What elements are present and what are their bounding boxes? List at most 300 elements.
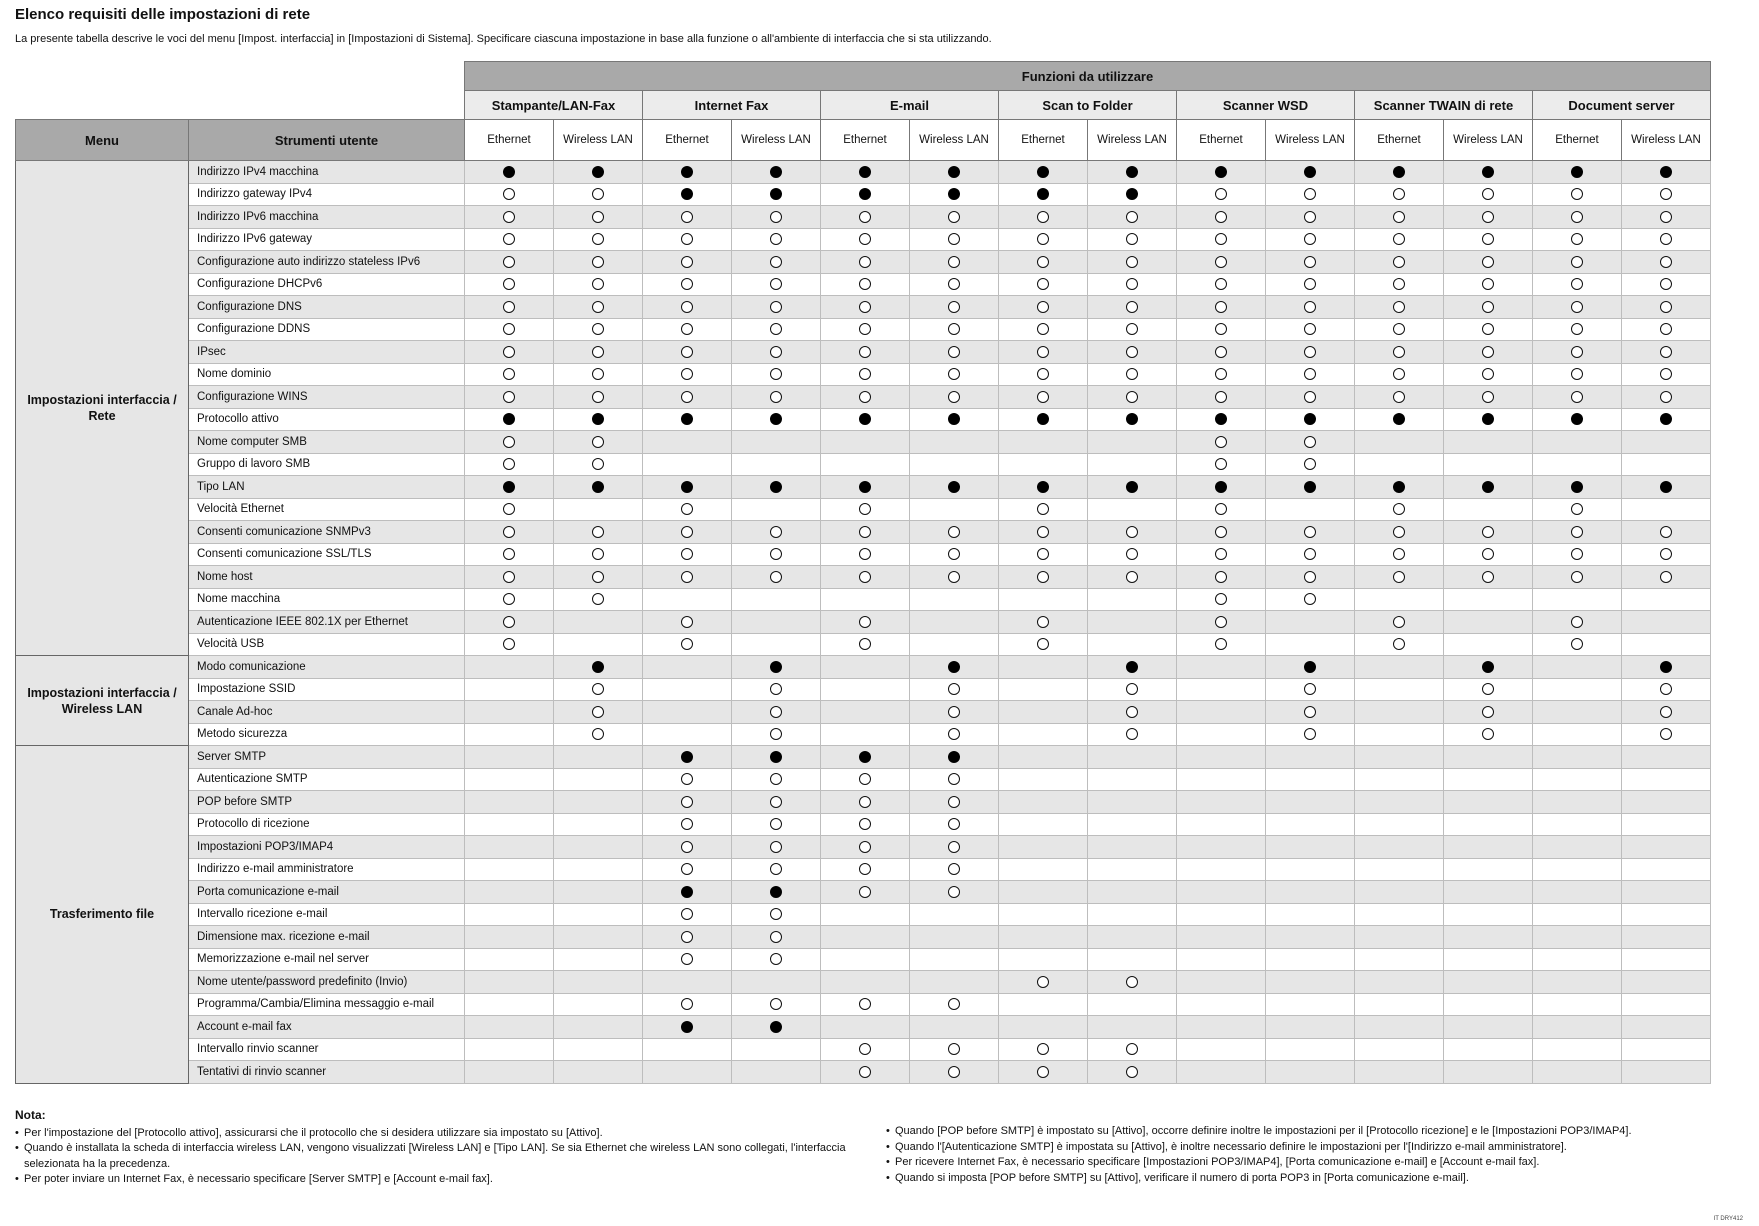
requirement-cell [465,881,554,904]
optional-circle-icon [1126,706,1138,718]
requirement-cell [1355,1016,1444,1039]
optional-circle-icon [503,256,515,268]
requirement-cell [1355,791,1444,814]
optional-circle-icon [948,233,960,245]
required-dot-icon [1393,166,1405,178]
requirement-cell [999,948,1088,971]
requirement-cell [465,971,554,994]
requirement-cell [1444,768,1533,791]
optional-circle-icon [1037,233,1049,245]
requirement-cell [643,408,732,431]
optional-circle-icon [1304,256,1316,268]
optional-circle-icon [681,323,693,335]
requirement-cell [1444,521,1533,544]
requirement-cell [465,836,554,859]
requirement-cell [643,1061,732,1084]
requirement-cell [554,341,643,364]
requirement-cell [821,386,910,409]
requirement-cell [1533,881,1622,904]
requirement-cell [1444,993,1533,1016]
optional-circle-icon [948,998,960,1010]
requirement-cell [643,363,732,386]
requirement-cell [1622,251,1711,274]
optional-circle-icon [859,638,871,650]
requirement-cell [1266,1061,1355,1084]
requirement-cell [465,408,554,431]
requirement-cell [1355,273,1444,296]
table-row [16,543,1711,566]
user-tool-label: Nome dominio [189,363,465,386]
optional-circle-icon [948,278,960,290]
required-dot-icon [1037,481,1049,493]
required-dot-icon [1037,413,1049,425]
required-dot-icon [1126,188,1138,200]
requirement-cell [732,183,821,206]
requirement-cell [465,948,554,971]
user-tool-label: Metodo sicurezza [189,723,465,746]
optional-circle-icon [770,211,782,223]
optional-circle-icon [592,256,604,268]
optional-circle-icon [1660,346,1672,358]
required-dot-icon [859,751,871,763]
requirement-cell [554,588,643,611]
optional-circle-icon [1126,391,1138,403]
requirement-cell [1088,498,1177,521]
requirement-cell [643,678,732,701]
required-dot-icon [503,413,515,425]
requirement-cell [1444,656,1533,679]
requirement-cell [821,453,910,476]
requirement-cell [910,521,999,544]
requirement-cell [1088,678,1177,701]
optional-circle-icon [1393,188,1405,200]
requirement-cell [1355,498,1444,521]
required-dot-icon [948,481,960,493]
requirement-cell [643,498,732,521]
requirement-cell [554,971,643,994]
requirement-cell [1355,453,1444,476]
requirement-cell [1266,1016,1355,1039]
requirement-cell [643,543,732,566]
optional-circle-icon [770,391,782,403]
requirement-cell [465,476,554,499]
optional-circle-icon [1393,346,1405,358]
requirement-cell [465,656,554,679]
function-header: Scanner WSD [1177,91,1355,120]
requirement-cell [1622,386,1711,409]
requirement-cell [1266,903,1355,926]
optional-circle-icon [592,301,604,313]
required-dot-icon [681,481,693,493]
optional-circle-icon [1304,593,1316,605]
optional-circle-icon [503,458,515,470]
requirement-cell [999,1038,1088,1061]
bullet-icon: • [886,1125,890,1137]
optional-circle-icon [948,211,960,223]
requirement-cell [1622,926,1711,949]
requirement-cell [554,386,643,409]
optional-circle-icon [770,931,782,943]
optional-circle-icon [1126,526,1138,538]
requirement-cell [1177,948,1266,971]
requirement-cell [910,566,999,589]
optional-circle-icon [770,908,782,920]
requirement-cell [1088,543,1177,566]
function-header: Document server [1533,91,1711,120]
requirement-cell [643,723,732,746]
requirement-cell [643,566,732,589]
requirement-cell [643,431,732,454]
requirement-cell [1266,408,1355,431]
requirement-cell [910,273,999,296]
requirement-cell [1622,273,1711,296]
optional-circle-icon [1304,301,1316,313]
requirement-cell [643,228,732,251]
requirement-cell [1266,836,1355,859]
requirement-cell [1088,948,1177,971]
legend-spacer [16,62,465,91]
requirement-cell [1177,836,1266,859]
requirement-cell [1622,1061,1711,1084]
user-tool-label: Server SMTP [189,746,465,769]
requirement-cell [1444,206,1533,229]
optional-circle-icon [1571,301,1583,313]
optional-circle-icon [681,548,693,560]
requirement-cell [732,656,821,679]
requirement-cell [999,251,1088,274]
table-row [16,1038,1711,1061]
user-tool-label: Programma/Cambia/Elimina messaggio e-mail [189,993,465,1016]
optional-circle-icon [859,278,871,290]
optional-circle-icon [1304,458,1316,470]
requirement-cell [1355,926,1444,949]
requirement-cell [1444,476,1533,499]
optional-circle-icon [503,188,515,200]
optional-circle-icon [948,301,960,313]
bullet-icon: • [15,1126,19,1139]
optional-circle-icon [859,233,871,245]
bullet-icon: • [15,1173,19,1185]
table-row [16,746,1711,769]
user-tool-label: Impostazione SSID [189,678,465,701]
requirement-cell [1622,206,1711,229]
note-item [15,1172,853,1188]
required-dot-icon [859,413,871,425]
requirement-cell [1622,836,1711,859]
optional-circle-icon [948,796,960,808]
optional-circle-icon [948,391,960,403]
requirement-cell [1533,431,1622,454]
requirement-cell [821,723,910,746]
requirement-cell [1177,273,1266,296]
table-row [16,363,1711,386]
requirement-cell [1444,341,1533,364]
requirement-cell [732,948,821,971]
requirement-cell [821,701,910,724]
requirement-cell [554,543,643,566]
requirement-cell [643,948,732,971]
requirement-cell [910,611,999,634]
optional-circle-icon [948,706,960,718]
optional-circle-icon [1215,233,1227,245]
requirement-cell [1177,926,1266,949]
function-header: Stampante/LAN-Fax [465,91,643,120]
requirement-cell [554,701,643,724]
optional-circle-icon [1126,301,1138,313]
optional-circle-icon [948,256,960,268]
requirement-cell [1266,363,1355,386]
requirement-cell [732,633,821,656]
requirement-cell [1444,858,1533,881]
required-dot-icon [1304,413,1316,425]
optional-circle-icon [592,211,604,223]
requirement-cell [910,881,999,904]
requirement-cell [1355,1038,1444,1061]
note-text: Quando si imposta [POP before SMTP] su [Attivo], verificare il numero di porta POP3 in [Porta comunicazione e-mail]. [895,1171,1469,1184]
requirement-cell [1088,791,1177,814]
optional-circle-icon [859,346,871,358]
optional-circle-icon [503,278,515,290]
requirement-cell [1177,746,1266,769]
requirement-cell [554,746,643,769]
requirement-cell [643,813,732,836]
optional-circle-icon [1037,1066,1049,1078]
requirement-cell [1177,588,1266,611]
wireless-lan-column-header: Wireless LAN [732,120,821,161]
optional-circle-icon [503,638,515,650]
requirement-cell [1533,566,1622,589]
requirement-cell [821,791,910,814]
requirement-cell [1088,1061,1177,1084]
requirement-cell [732,363,821,386]
optional-circle-icon [1393,503,1405,515]
required-dot-icon [1482,481,1494,493]
requirement-cell [910,228,999,251]
requirement-cell [1355,566,1444,589]
required-dot-icon [1482,661,1494,673]
requirement-cell [643,656,732,679]
requirement-cell [1444,386,1533,409]
requirement-cell [1444,701,1533,724]
requirement-cell [1622,296,1711,319]
requirement-cell [910,386,999,409]
optional-circle-icon [1660,571,1672,583]
requirement-cell [821,498,910,521]
optional-circle-icon [1482,188,1494,200]
requirement-cell [1177,161,1266,184]
optional-circle-icon [681,616,693,628]
requirement-cell [1444,881,1533,904]
required-dot-icon [1660,661,1672,673]
note-item [886,1171,1744,1187]
requirement-cell [465,521,554,544]
requirement-cell [1355,746,1444,769]
table-row [16,453,1711,476]
requirement-cell [999,1016,1088,1039]
optional-circle-icon [1304,323,1316,335]
requirement-cell [1266,453,1355,476]
optional-circle-icon [503,346,515,358]
note-item [886,1140,1744,1156]
optional-circle-icon [1037,323,1049,335]
optional-circle-icon [859,863,871,875]
requirement-cell [1622,701,1711,724]
requirement-cell [554,633,643,656]
requirement-cell [643,881,732,904]
user-tool-label: Indirizzo IPv4 macchina [189,161,465,184]
requirement-cell [1533,318,1622,341]
optional-circle-icon [1393,301,1405,313]
menu-group-label: Trasferimento file [16,746,189,1084]
requirement-cell [554,363,643,386]
requirement-cell [1622,1016,1711,1039]
requirement-cell [643,903,732,926]
optional-circle-icon [859,323,871,335]
optional-circle-icon [770,368,782,380]
required-dot-icon [503,166,515,178]
requirement-cell [554,183,643,206]
requirement-cell [821,273,910,296]
requirement-cell [999,363,1088,386]
optional-circle-icon [1215,548,1227,560]
optional-circle-icon [859,818,871,830]
optional-circle-icon [1215,346,1227,358]
optional-circle-icon [859,548,871,560]
requirement-cell [1266,543,1355,566]
requirement-cell [1088,476,1177,499]
optional-circle-icon [1482,728,1494,740]
optional-circle-icon [503,211,515,223]
optional-circle-icon [1571,278,1583,290]
optional-circle-icon [1393,616,1405,628]
requirement-cell [999,791,1088,814]
requirement-cell [1355,993,1444,1016]
optional-circle-icon [681,301,693,313]
optional-circle-icon [592,728,604,740]
requirement-cell [910,453,999,476]
requirement-cell [554,611,643,634]
requirement-cell [554,836,643,859]
requirement-cell [465,633,554,656]
optional-circle-icon [681,841,693,853]
requirement-cell [1266,228,1355,251]
requirement-cell [1088,858,1177,881]
requirement-cell [732,408,821,431]
requirement-cell [465,161,554,184]
required-dot-icon [1215,413,1227,425]
user-tool-label: Configurazione DHCPv6 [189,273,465,296]
user-tool-label: Velocità Ethernet [189,498,465,521]
requirement-cell [465,746,554,769]
requirement-cell [821,318,910,341]
table-row [16,566,1711,589]
requirement-cell [1533,633,1622,656]
wireless-lan-column-header: Wireless LAN [1444,120,1533,161]
requirement-cell [999,228,1088,251]
requirement-cell [1444,543,1533,566]
optional-circle-icon [1571,638,1583,650]
requirement-cell [821,611,910,634]
requirement-cell [1533,476,1622,499]
requirement-cell [732,836,821,859]
optional-circle-icon [1215,458,1227,470]
requirement-cell [999,161,1088,184]
requirement-cell [821,183,910,206]
requirement-cell [1533,161,1622,184]
requirement-cell [1266,206,1355,229]
optional-circle-icon [948,548,960,560]
requirement-cell [465,566,554,589]
requirement-cell [1355,678,1444,701]
requirement-cell [821,768,910,791]
requirement-cell [1622,791,1711,814]
optional-circle-icon [1215,571,1227,583]
optional-circle-icon [1571,571,1583,583]
required-dot-icon [1037,188,1049,200]
requirement-cell [910,341,999,364]
requirement-cell [821,1061,910,1084]
requirement-cell [1622,633,1711,656]
requirement-cell [1355,408,1444,431]
optional-circle-icon [1304,548,1316,560]
requirement-cell [732,903,821,926]
requirement-cell [1266,858,1355,881]
requirement-cell [1177,656,1266,679]
requirement-cell [1622,318,1711,341]
required-dot-icon [1126,413,1138,425]
requirement-cell [1088,813,1177,836]
optional-circle-icon [1215,526,1227,538]
optional-circle-icon [681,391,693,403]
requirement-cell [1355,723,1444,746]
requirement-cell [821,476,910,499]
optional-circle-icon [1393,368,1405,380]
requirement-cell [1177,971,1266,994]
requirement-cell [821,1038,910,1061]
requirement-cell [1355,881,1444,904]
requirement-cell [643,206,732,229]
requirement-cell [554,498,643,521]
requirement-cell [1088,273,1177,296]
optional-circle-icon [770,841,782,853]
requirement-cell [910,1038,999,1061]
requirement-cell [732,723,821,746]
requirement-cell [643,993,732,1016]
optional-circle-icon [1037,278,1049,290]
requirement-cell [1444,611,1533,634]
requirement-cell [643,273,732,296]
requirement-cell [643,1016,732,1039]
required-dot-icon [1660,481,1672,493]
requirement-cell [1533,971,1622,994]
optional-circle-icon [948,886,960,898]
optional-circle-icon [770,728,782,740]
optional-circle-icon [1660,526,1672,538]
user-tool-label: POP before SMTP [189,791,465,814]
optional-circle-icon [1215,368,1227,380]
requirement-cell [1088,723,1177,746]
requirement-cell [732,1016,821,1039]
optional-circle-icon [1304,368,1316,380]
requirement-cell [1266,791,1355,814]
requirement-cell [465,611,554,634]
requirement-cell [910,678,999,701]
user-tool-label: Gruppo di lavoro SMB [189,453,465,476]
required-dot-icon [1660,166,1672,178]
optional-circle-icon [681,638,693,650]
optional-circle-icon [592,526,604,538]
requirement-cell [1355,1061,1444,1084]
